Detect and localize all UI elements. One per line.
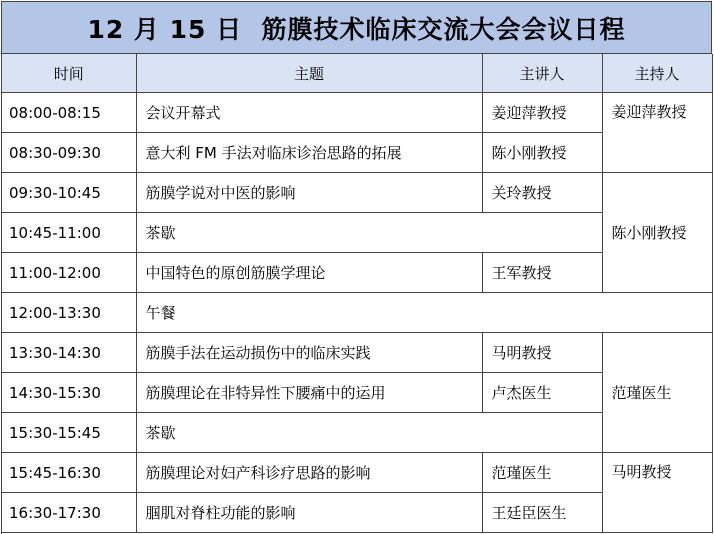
- topic-cell: 中国特色的原创筋膜学理论: [136, 253, 482, 293]
- time-cell: 08:00-08:15: [2, 93, 136, 133]
- topic-cell: 筋膜手法在运动损伤中的临床实践: [136, 333, 482, 373]
- topic-cell: 会议开幕式: [136, 93, 482, 133]
- page-title: 12 月 15 日 筋膜技术临床交流大会会议日程: [2, 2, 712, 54]
- header-speaker: 主讲人: [482, 54, 602, 93]
- time-cell: 10:45-11:00: [2, 213, 136, 253]
- speaker-cell: 姜迎萍教授: [482, 93, 602, 133]
- time-cell: 16:30-17:30: [2, 493, 136, 533]
- speaker-cell: 陈小刚教授: [482, 133, 602, 173]
- speaker-cell: 关玲教授: [482, 173, 602, 213]
- topic-cell: 午餐: [136, 293, 712, 333]
- time-cell: 15:45-16:30: [2, 453, 136, 493]
- host-cell: 姜迎萍教授: [602, 93, 712, 173]
- host-cell: 范瑾医生: [602, 333, 712, 453]
- topic-cell: 茶歇: [136, 213, 602, 253]
- table-row: [2, 453, 712, 493]
- topic-cell: 筋膜理论对妇产科诊疗思路的影响: [136, 453, 482, 493]
- host-cell: 马明教授: [602, 453, 712, 533]
- topic-cell: 茶歇: [136, 413, 602, 453]
- time-cell: 12:00-13:30: [2, 293, 136, 333]
- header-time: 时间: [2, 54, 136, 93]
- schedule-table: [2, 54, 713, 533]
- header-host: 主持人: [602, 54, 712, 93]
- speaker-cell: 范瑾医生: [482, 453, 602, 493]
- time-cell: 09:30-10:45: [2, 173, 136, 213]
- table-row: [2, 293, 712, 333]
- topic-cell: 腘肌对脊柱功能的影响: [136, 493, 482, 533]
- speaker-cell: 卢杰医生: [482, 373, 602, 413]
- speaker-cell: 马明教授: [482, 333, 602, 373]
- schedule-document: [1, 1, 712, 534]
- header-row: [2, 54, 712, 93]
- time-cell: 15:30-15:45: [2, 413, 136, 453]
- time-cell: 08:30-09:30: [2, 133, 136, 173]
- topic-cell: 筋膜理论在非特异性下腰痛中的运用: [136, 373, 482, 413]
- host-cell: 陈小刚教授: [602, 173, 712, 293]
- table-row: [2, 173, 712, 213]
- time-cell: 14:30-15:30: [2, 373, 136, 413]
- time-cell: 11:00-12:00: [2, 253, 136, 293]
- table-row: [2, 93, 712, 133]
- table-row: [2, 333, 712, 373]
- speaker-cell: 王军教授: [482, 253, 602, 293]
- topic-cell: 意大利 FM 手法对临床诊治思路的拓展: [136, 133, 482, 173]
- topic-cell: 筋膜学说对中医的影响: [136, 173, 482, 213]
- speaker-cell: 王廷臣医生: [482, 493, 602, 533]
- time-cell: 13:30-14:30: [2, 333, 136, 373]
- header-topic: 主题: [136, 54, 482, 93]
